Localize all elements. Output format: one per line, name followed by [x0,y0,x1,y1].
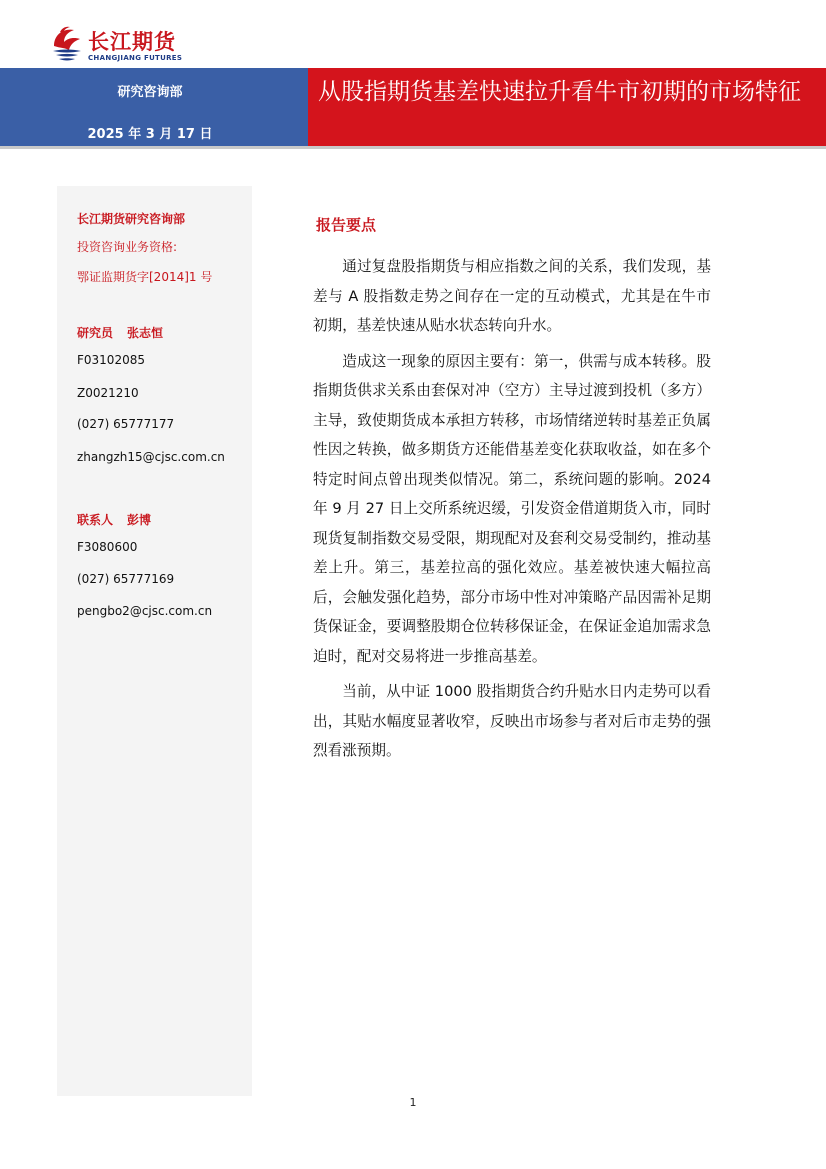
logo-name-en: CHANGJIANG FUTURES [88,54,183,62]
researcher-phone: (027) 65777177 [77,417,175,431]
contact-phone: (027) 65777169 [77,572,175,586]
header-title-band [308,68,826,146]
researcher-id-2: Z0021210 [77,386,139,400]
researcher-role: 研究员 [77,326,114,340]
researcher-email[interactable]: zhangzh15@cjsc.com.cn [77,450,225,464]
sidebar-license-no: 鄂证监期货字[2014]1 号 [77,270,213,284]
contact-email[interactable]: pengbo2@cjsc.com.cn [77,604,213,618]
contact-line [77,511,151,528]
author-sidebar [57,186,252,1096]
sidebar-license-label: 投资咨询业务资格: [77,240,178,254]
page-number: 1 [409,1096,417,1109]
logo-name-cn: 长江期货 [88,30,176,54]
paragraph: 通过复盘股指期货与相应指数之间的关系，我们发现，基差与 A 股指数走势之间存在一定的互动模式，尤其是在牛市初期，基差快速从贴水状态转向升水。 [313,258,711,334]
contact-id-1: F3080600 [77,540,138,554]
report-body [313,252,711,772]
researcher-id-1: F03102085 [77,353,145,367]
department-label: 研究咨询部 [117,85,183,100]
paragraph: 当前，从中证 1000 股指期货合约升贴水日内走势可以看出，其贴水幅度显著收窄，反映出市场参与者对后市走势的强烈看涨预期。 [313,683,711,759]
paragraph: 造成这一现象的原因主要有：第一，供需与成本转移。股指期货供求关系由套保对冲（空方）主导过渡到投机（多方）主导，致使期货成本承担方转移，市场情绪逆转时基差正负属性因之转换，做多期货方还能借基差变化获取收益，如在多个特定时间点曾出现类似情况。第二，系统问题的影响。2024 年 9 月 27 日上交所系统迟缓，引发资金借道期货入市，同时现货复制指数交易受限，期现配对及套利交易受制约，推动基差上升。第三，基差拉高的强化效应。基差被快速大幅拉高后，会触发强化趋势，部分市场中性对冲策略产品因需补足期货保证金，要调整股期仓位转移保证金，在保证金追加需求急迫时，配对交易将进一步推高基差。 [313,352,711,665]
report-date: 2025 年 3 月 17 日 [87,127,213,142]
header-info-band [0,68,308,146]
researcher-line [77,324,163,341]
section-heading: 报告要点 [316,216,377,234]
sidebar-org: 长江期货研究咨询部 [77,212,186,226]
contact-name: 彭博 [127,513,152,527]
company-logo [50,24,200,66]
researcher-name: 张志恒 [127,326,164,340]
phoenix-logo-icon [50,24,84,64]
report-title: 从股指期货基差快速拉升看牛市初期的市场特征 [318,79,801,105]
header-divider [0,146,826,149]
contact-role: 联系人 [77,513,114,527]
